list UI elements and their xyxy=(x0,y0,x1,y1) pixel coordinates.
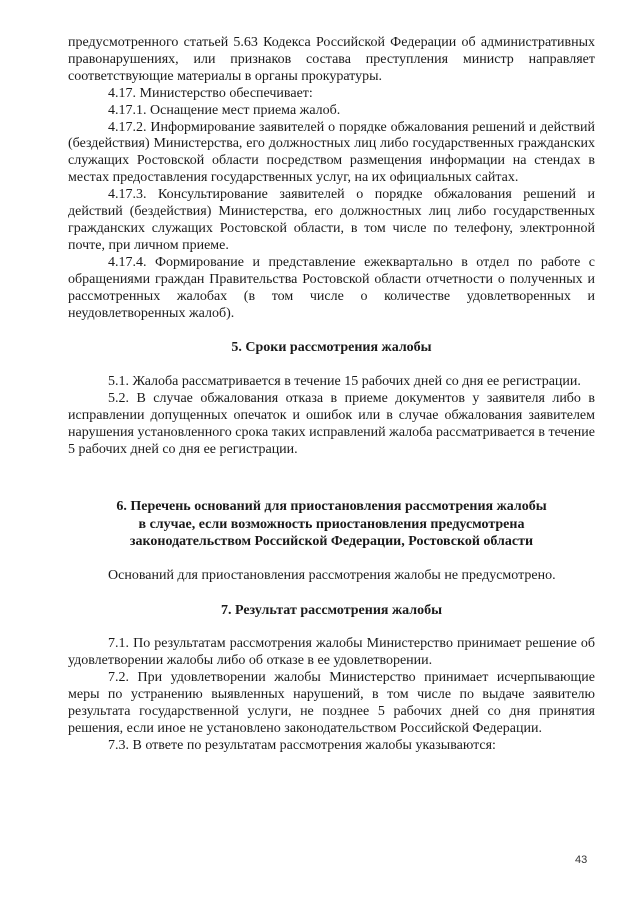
section-5-heading: 5. Сроки рассмотрения жалобы xyxy=(231,340,432,356)
paragraph-7-3: 7.3. В ответе по результатам рассмотрения жалобы указываются: xyxy=(108,737,496,753)
section-6-heading-line-2: в случае, если возможность приостановления предусмотрена xyxy=(138,516,525,532)
paragraph-4-17-1: 4.17.1. Оснащение мест приема жалоб. xyxy=(108,102,341,118)
paragraph-5-2: 5.2. В случае обжалования отказа в приеме документов у заявителя либо в исправлении допущенных опечаток и ошибок или в случае обжалования заявителем нарушения установленного срока таких исправлений жалоба рассматривается в течение 5 рабочих дней со дня ее регистрации. xyxy=(68,390,595,457)
paragraph-4-17-2: 4.17.2. Информирование заявителей о порядке обжалования решений и действий (бездействия) Министерства, его должностных лиц либо государственных гражданских служащих Ростовской области посредством размещения информации на стендах в местах предоставления государственных услуг, на их официальных сайтах. xyxy=(68,119,595,186)
document-body xyxy=(68,35,595,755)
paragraph-6-1: Оснований для приостановления рассмотрения жалобы не предусмотрено. xyxy=(108,567,556,583)
page-number: 43 xyxy=(575,854,588,866)
section-7-heading: 7. Результат рассмотрения жалобы xyxy=(220,602,443,618)
section-6-heading xyxy=(68,498,595,551)
paragraph-5-1: 5.1. Жалоба рассматривается в течение 15 рабочих дней со дня ее регистрации. xyxy=(108,373,581,389)
paragraph-4-17-3: 4.17.3. Консультирование заявителей о порядке обжалования решений и действий (бездействия) Министерства, его должностных лиц либо государственных гражданских служащих Ростовской области, в том числе по телефону, электронной почте, при личном приеме. xyxy=(68,187,595,253)
section-6-heading-line-3: законодательством Российской Федерации, Ростовской области xyxy=(129,534,534,550)
paragraph-4-16-continuation: предусмотренного статьей 5.63 Кодекса Российской Федерации об административных правонарушениях, или признаков состава преступления министр направляет соответствующие материалы в органы прокуратуры. xyxy=(68,35,595,84)
paragraph-7-1: 7.1. По результатам рассмотрения жалобы Министерство принимает решение об удовлетворении жалобы либо об отказе в ее удовлетворении. xyxy=(68,636,595,669)
section-6-heading-line-1: 6. Перечень оснований для приостановления рассмотрения жалобы xyxy=(116,499,547,515)
paragraph-4-17: 4.17. Министерство обеспечивает: xyxy=(108,85,313,101)
paragraph-7-2: 7.2. При удовлетворении жалобы Министерство принимает исчерпывающие меры по устранению выявленных нарушений, в том числе по выдаче заявителю результата государственной услуги, не позднее 5 рабочих дней со дня принятия решения, если иное не установлено законодательством Российской Федерации. xyxy=(68,670,595,736)
paragraph-4-17-4: 4.17.4. Формирование и представление ежеквартально в отдел по работе с обращениями граждан Правительства Ростовской области отчетности о полученных и рассмотренных жалобах (в том числе о количестве удовлетворенных и неудовлетворенных жалоб). xyxy=(68,254,595,321)
